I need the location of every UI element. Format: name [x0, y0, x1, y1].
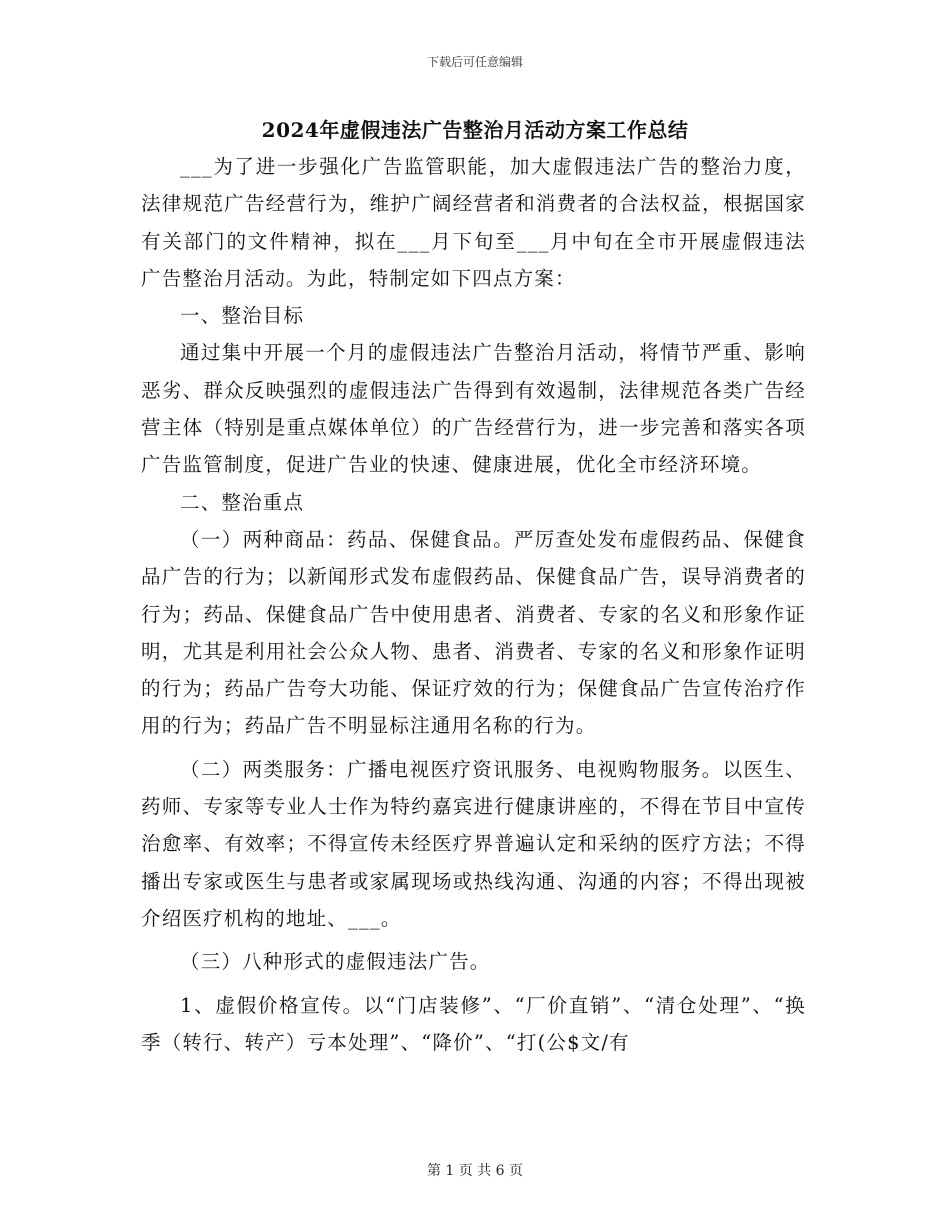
heading-focus: 二、整治重点: [180, 490, 305, 514]
page-number: 第 1 页 共 6 页: [426, 1163, 524, 1179]
document-body: [141, 148, 806, 1061]
page-header-note: 下载后可任意编辑: [426, 55, 523, 69]
paragraph-intro: ___为了进一步强化广告监管职能，加大虚假违法广告的整治力度，法律规范广告经营行为，维护广阔经营者和消费者的合法权益，根据国家有关部门的文件精神，拟在___月下旬至___月中旬在全市开展虚假违法广告整治月活动。为此，特制定如下四点方案：: [141, 155, 806, 290]
paragraph-two-products: （一）两种商品：药品、保健食品。严厉查处发布虚假药品、保健食品广告的行为；以新闻形式发布虚假药品、保健食品广告，误导消费者的行为；药品、保健食品广告中使用患者、消费者、专家的名义和形象作证明，尤其是利用社会公众人物、患者、消费者、专家的名义和形象作证明的行为；药品广告夸大功能、保证疗效的行为；保健食品广告宣传治疗作用的行为；药品广告不明显标注通用名称的行为。: [141, 527, 806, 738]
heading-goal: 一、整治目标: [180, 304, 305, 328]
paragraph-false-pricing: 1、虚假价格宣传。以“门店装修”、“厂价直销”、“清仓处理”、“换季（转行、转产）亏本处理”、“降价”、“打(公$文/有: [141, 993, 806, 1054]
paragraph-eight-forms: （三）八种形式的虚假违法广告。: [180, 950, 491, 974]
document-title: 2024年虚假违法广告整治月活动方案工作总结: [261, 118, 689, 142]
paragraph-two-services: （二）两类服务：广播电视医疗资讯服务、电视购物服务。以医生、药师、专家等专业人士作为特约嘉宾进行健康讲座的，不得在节目中宣传治愈率、有效率；不得宣传未经医疗界普遍认定和采纳的医疗方法；不得播出专家或医生与患者或家属现场或热线沟通、沟通的内容；不得出现被介绍医疗机构的地址、___。: [141, 757, 806, 930]
paragraph-goal: 通过集中开展一个月的虚假违法广告整治月活动，将情节严重、影响恶劣、群众反映强烈的虚假违法广告得到有效遏制，法律规范各类广告经营主体（特别是重点媒体单位）的广告经营行为，进一步完善和落实各项广告监管制度，促进广告业的快速、健康进展，优化全市经济环境。: [141, 341, 806, 477]
